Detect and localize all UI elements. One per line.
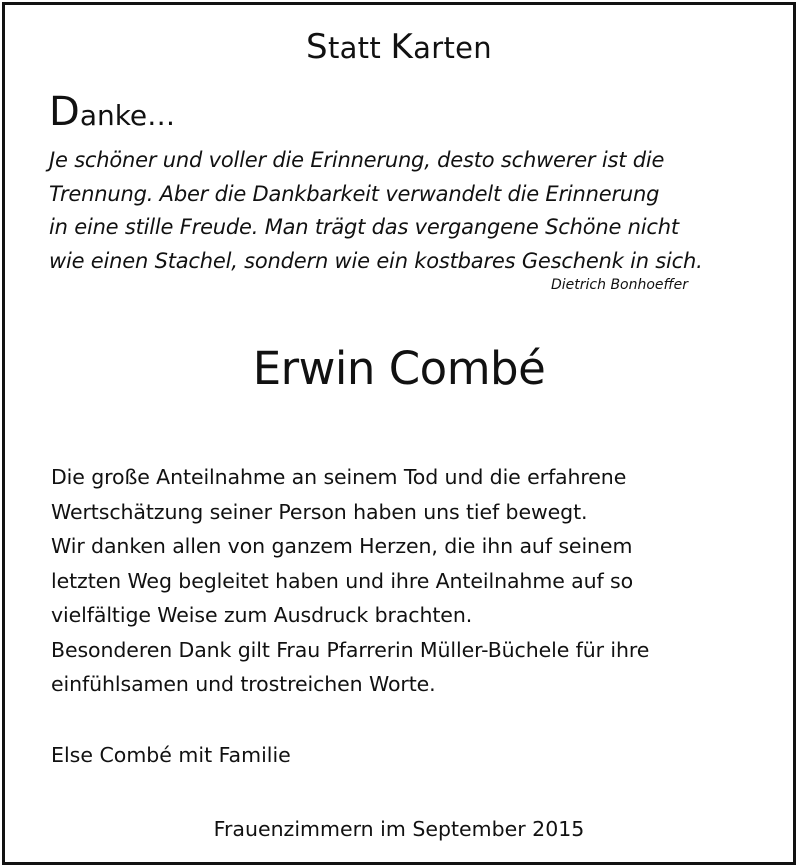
karten-initial: K [390,27,414,67]
danke-rest: anke… [79,99,176,132]
quote-line: Je schöner und voller die Erinnerung, desto schwerer ist die [49,148,665,172]
message-line: Wertschätzung seiner Person haben uns tief bewegt. [51,499,588,524]
statt-initial: S [306,27,328,67]
thank-you-message [51,460,771,702]
message-line: Wir danken allen von ganzem Herzen, die ihn auf seinem [51,534,633,558]
obituary-card [2,2,796,865]
deceased-name: Erwin Combé [252,342,546,395]
quote-author: Dietrich Bonhoeffer [551,277,689,293]
danke-heading [49,89,175,135]
message-line: Die große Anteilnahme an seinem Tod und die erfahrene [51,465,627,489]
message-line: einfühlsamen und trostreichen Worte. [51,672,436,696]
statt-rest: tatt [327,31,391,65]
quote-line: in eine stille Freude. Man trägt das vergangene Schöne nicht [49,215,679,239]
statt-karten-heading [5,27,793,67]
message-line: letzten Weg begleitet haben und ihre Anteilnahme auf so [51,568,634,593]
karten-rest: arten [413,31,492,65]
message-line: vielfältige Weise zum Ausdruck brachten. [51,603,473,627]
danke-initial: D [49,89,80,135]
message-line: Besonderen Dank gilt Frau Pfarrerin Müller-Büchele für ihre [51,637,650,662]
place-and-date: Frauenzimmern im September 2015 [213,817,585,841]
signature: Else Combé mit Familie [51,743,291,767]
bonhoeffer-quote [49,144,749,278]
quote-line: Trennung. Aber die Dankbarkeit verwandelt die Erinnerung [49,181,660,206]
quote-line: wie einen Stachel, sondern wie ein kostbares Geschenk in sich. [49,248,703,273]
